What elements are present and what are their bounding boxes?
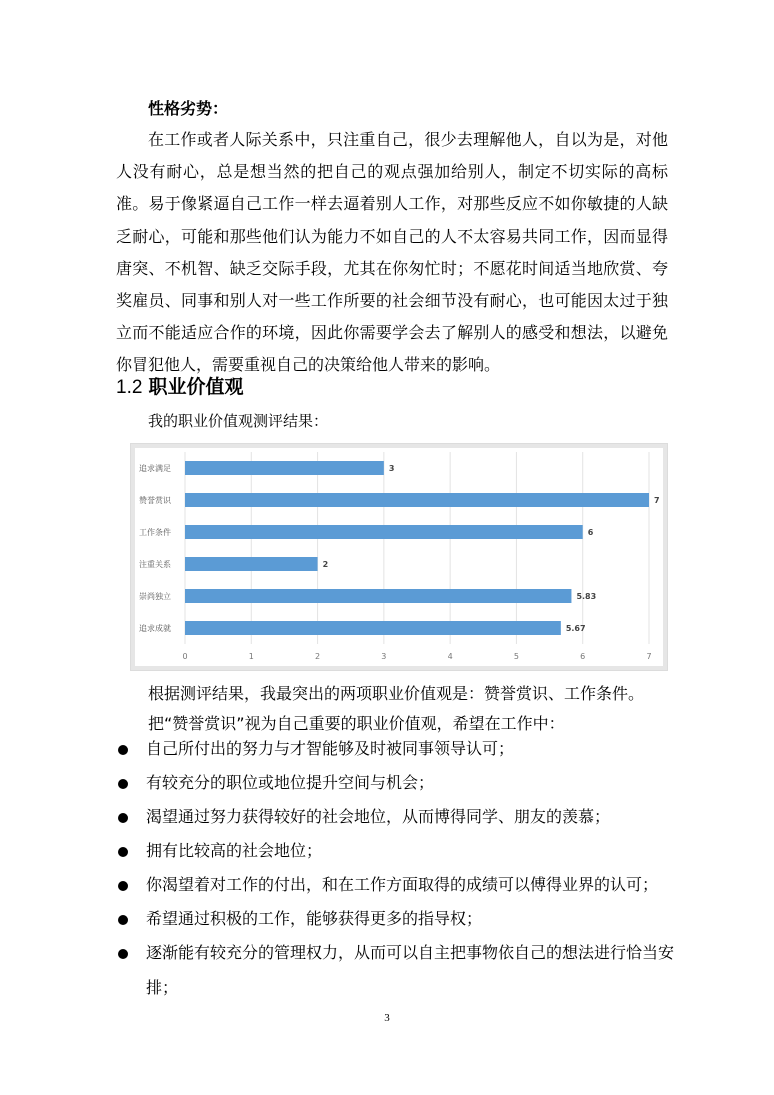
list-item — [0, 872, 774, 906]
chart-intro: 我的职业价值观测评结果： — [148, 412, 329, 430]
bar — [185, 525, 583, 539]
list-item — [0, 804, 774, 838]
bullet-dot-icon — [118, 813, 128, 823]
list-item-continuation: 排； — [146, 978, 179, 997]
result-line: 根据测评结果，我最突出的两项职业价值观是：赞誉赏识、工作条件。 — [148, 684, 645, 703]
section-heading — [116, 372, 243, 399]
value-label: 5.67 — [565, 624, 586, 633]
category-label: 赞誉赏识 — [139, 496, 171, 505]
subheading-weaknesses: 性格劣势： — [148, 99, 229, 118]
bar — [185, 589, 571, 603]
career-values-chart — [130, 443, 668, 671]
bullet-dot-icon — [118, 915, 128, 925]
x-tick-label: 3 — [381, 652, 387, 661]
value-label: 7 — [654, 496, 660, 505]
bar-chart-svg — [135, 448, 663, 666]
bar — [185, 461, 384, 475]
value-label: 5.83 — [576, 592, 597, 601]
list-item-text: 自己所付出的努力与才智能够及时被同事领导认可； — [146, 739, 515, 758]
category-label: 工作条件 — [139, 528, 171, 537]
category-label: 追求成就 — [139, 624, 171, 633]
list-item-text: 逐渐能有较充分的管理权力，从而可以自主把事物依自己的想法进行恰当安 — [146, 943, 675, 962]
bullet-dot-icon — [118, 847, 128, 857]
x-tick-label: 1 — [248, 652, 254, 661]
x-tick-label: 6 — [580, 652, 586, 661]
weakness-paragraph: 在工作或者人际关系中，只注重自己，很少去理解他人，自以为是，对他人没有耐心，总是想当然的把自己的观点强加给别人，制定不切实际的高标准。易于像紧逼自己工作一样去逼着别人工作，对那些反应不如你敏捷的人缺乏耐心，可能和那些他们认为能力不如自己的人不太容易共同工作，因而显得唐突、不机智、缺乏交际手段，尤其在你匆忙时；不愿花时间适当地欣赏、夸奖雇员、同事和别人对一些工作所要的社会细节没有耐心，也可能因太过于独立而不能适应合作的环境，因此你需要学会去了解别人的感受和想法，以避免你冒犯他人，需要重视自己的决策给他人带来的影响。 — [116, 130, 668, 375]
value-label: 6 — [587, 528, 594, 537]
bullet-dot-icon — [118, 881, 128, 891]
section-title: 职业价值观 — [148, 376, 244, 398]
bullet-dot-icon — [118, 745, 128, 755]
page-number: 3 — [384, 1012, 390, 1024]
section-number: 1.2 — [116, 377, 143, 398]
category-label: 崇尚独立 — [139, 592, 171, 601]
list-item-text: 渴望通过努力获得较好的社会地位，从而博得同学、朋友的羡慕； — [146, 807, 611, 826]
x-tick-label: 5 — [513, 652, 519, 661]
category-label: 注重关系 — [139, 560, 171, 569]
list-item-text: 希望通过积极的工作，能够获得更多的指导权； — [146, 909, 483, 928]
x-tick-label: 7 — [646, 652, 652, 661]
bar — [185, 493, 649, 507]
list-item-text: 有较充分的职位或地位提升空间与机会； — [146, 773, 435, 792]
list-item-text: 拥有比较高的社会地位； — [146, 841, 323, 860]
list-item-text: 你渴望着对工作的付出，和在工作方面取得的成绩可以傅得业界的认可； — [146, 875, 659, 894]
list-item — [0, 838, 774, 872]
list-item — [0, 906, 774, 940]
bar — [185, 621, 561, 635]
x-tick-label: 4 — [447, 652, 453, 661]
bullet-dot-icon — [118, 949, 128, 959]
view-line: 把“赞誉赏识”视为自己重要的职业价值观，希望在工作中： — [148, 714, 565, 733]
list-item — [0, 940, 774, 1010]
bar — [185, 557, 318, 571]
list-item — [0, 736, 774, 770]
list-item — [0, 770, 774, 804]
category-label: 追求满足 — [139, 464, 171, 473]
x-tick-label: 2 — [315, 652, 321, 661]
x-tick-label: 0 — [182, 652, 188, 661]
bullet-dot-icon — [118, 779, 128, 789]
value-label: 2 — [322, 560, 329, 569]
value-label: 3 — [388, 464, 395, 473]
